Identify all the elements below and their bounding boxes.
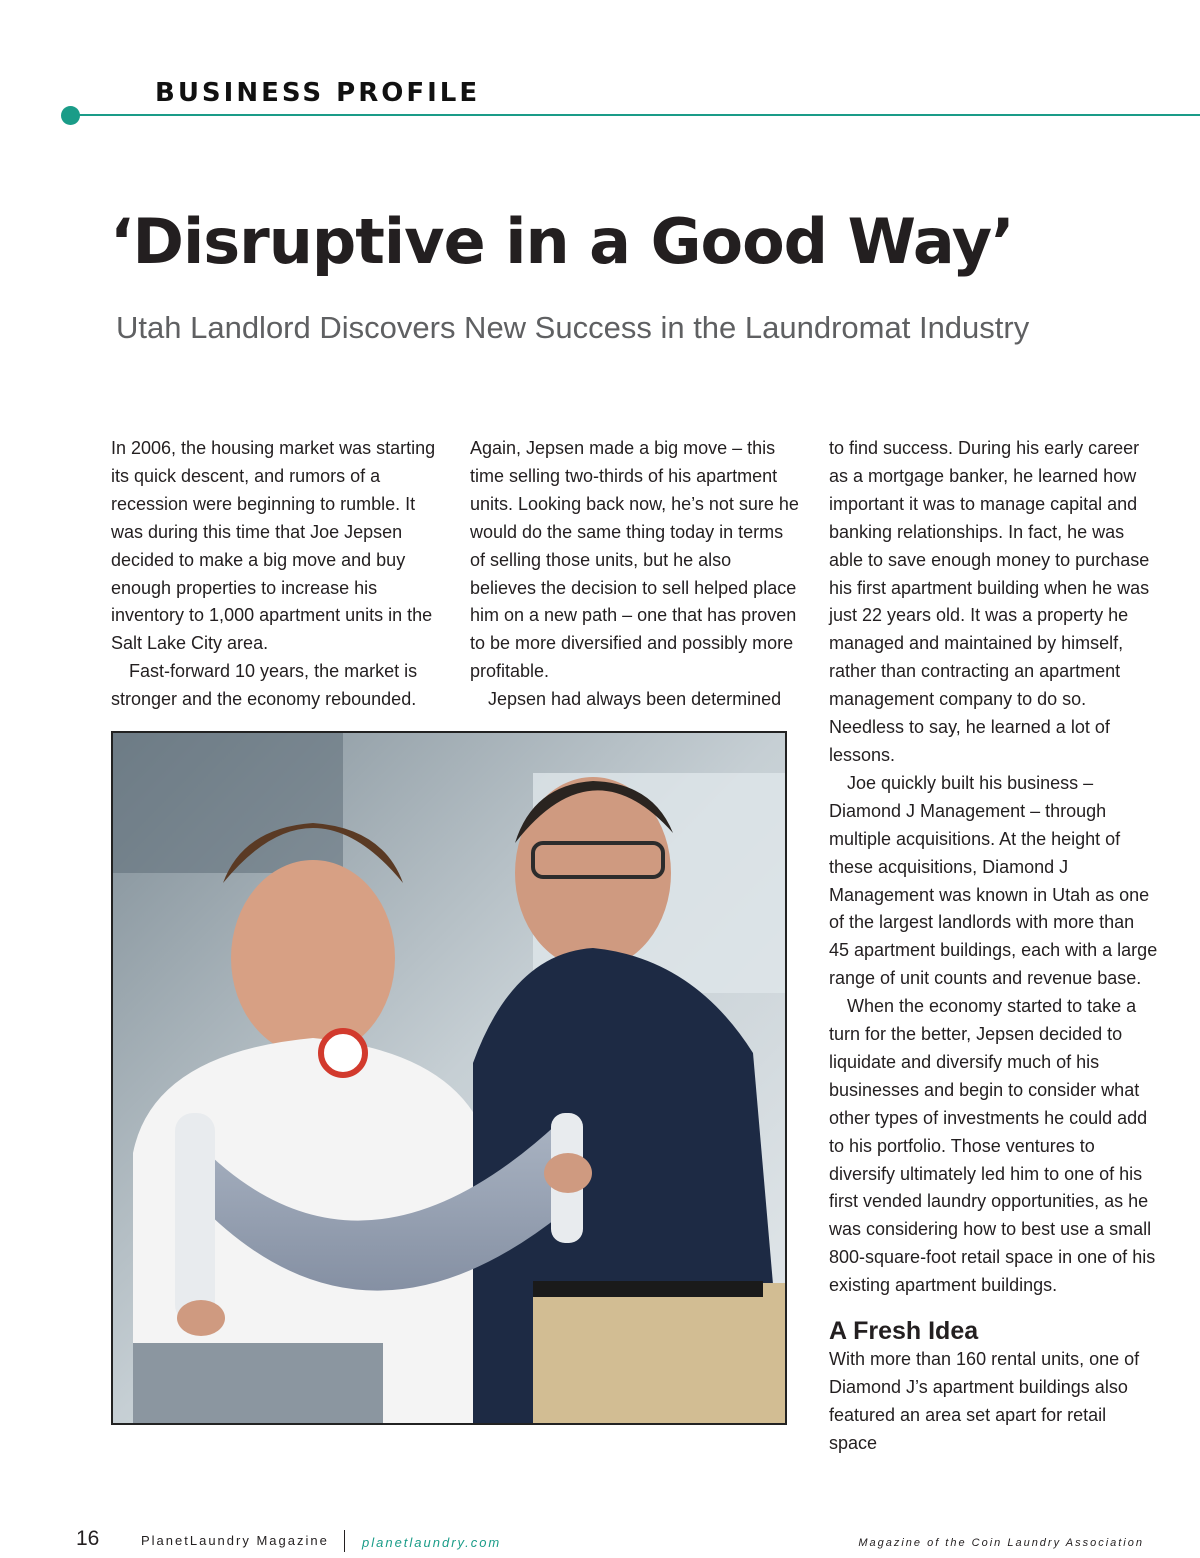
paragraph: When the economy started to take a turn for the better, Jepsen decided to liquidate and diversify much of his businesses and begin to consider what other types of investments he could add to his portfolio. Those ventures to diversify ultimately led him to one of his first vended laundry opportunities, as he was considering how to best use a small 800-square-foot retail space in one of his existing apartment buildings. xyxy=(829,996,1156,1296)
article-column-3 xyxy=(829,435,1159,1458)
header-rule-line xyxy=(70,114,1200,116)
footer-association: Magazine of the Coin Laundry Association xyxy=(858,1537,1144,1549)
headline: ‘Disruptive in a Good Way’ xyxy=(110,205,1014,278)
section-subheading: A Fresh Idea xyxy=(829,1317,979,1346)
section-label: BUSINESS PROFILE xyxy=(155,78,481,108)
paragraph: Joe quickly built his business – Diamond J Management – through multiple acquisitions. At the height of these acquisitions, Diamond J Management was known in Utah as one of the largest landlords with more than 45 apartment buildings, each with a large range of unit counts and revenue base. xyxy=(829,772,1158,989)
subhead: Utah Landlord Discovers New Success in the Laundromat Industry xyxy=(116,310,1030,345)
paragraph: to find success. During his early career as a mortgage banker, he learned how important it was to manage capital and banking relationships. In fact, he was able to save enough money to purchase his first apartment building when he was just 22 years old. It was a property he managed and maintained by himself, rather than contracting an apartment management company to do so. Needless to say, he learned a lot of lessons. xyxy=(829,438,1150,765)
paragraph: In 2006, the housing market was starting its quick descent, and rumors of a recession were beginning to rumble. It was during this time that Joe Jepsen decided to make a big move and buy enough properties to increase his inventory to 1,000 apartment units in the Salt Lake City area. xyxy=(111,438,436,654)
footer-magazine-name: PlanetLaundry Magazine xyxy=(141,1533,329,1548)
article-column-2 xyxy=(470,435,800,714)
article-photo xyxy=(111,731,787,1425)
paragraph: Again, Jepsen made a big move – this time selling two-thirds of his apartment units. Looking back now, he’s not sure he would do the same thing today in terms of selling those units, but he also believes the decision to sell helped place him on a new path – one that has proven to be more diversified and possibly more profitable. xyxy=(470,438,799,682)
footer-website-link[interactable]: planetlaundry.com xyxy=(362,1535,502,1550)
paragraph: With more than 160 rental units, one of Diamond J’s apartment buildings also featured an area set apart for retail space xyxy=(829,1349,1140,1453)
footer-separator xyxy=(344,1530,345,1552)
paragraph: Jepsen had always been determined xyxy=(488,689,782,710)
photo-illustration xyxy=(113,733,785,1423)
article-column-1 xyxy=(111,435,441,714)
page-number: 16 xyxy=(76,1527,100,1550)
paragraph: Fast-forward 10 years, the market is stronger and the economy rebounded. xyxy=(111,661,418,710)
